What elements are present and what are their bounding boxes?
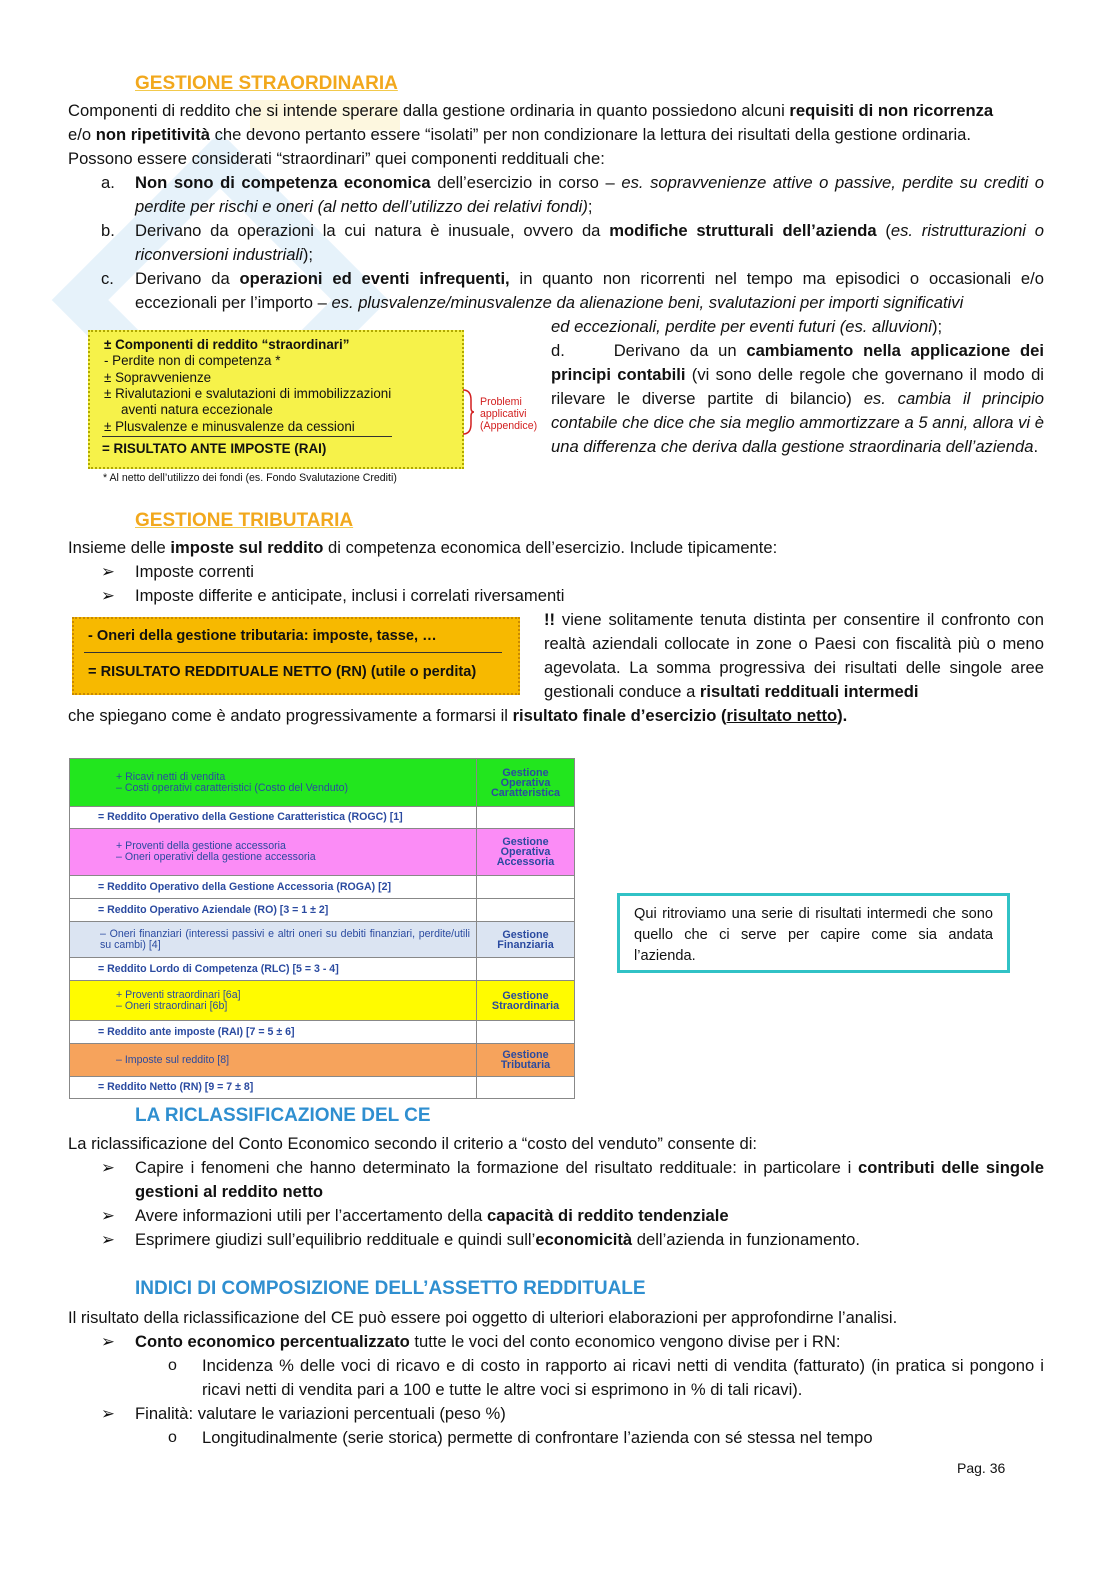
table-cell-area: Gestione Straordinaria bbox=[477, 981, 575, 1021]
table-row bbox=[70, 1021, 575, 1044]
table-row bbox=[70, 829, 575, 876]
circle-bullet-icon: o bbox=[168, 1429, 177, 1446]
side-note-problemi: Problemi applicativi (Appendice) bbox=[480, 396, 538, 432]
table-cell-area bbox=[477, 876, 575, 899]
arrow-bullet-icon: ➢ bbox=[101, 586, 115, 605]
arrow-bullet-icon: ➢ bbox=[101, 1332, 115, 1351]
arrow-bullet-icon: ➢ bbox=[101, 562, 115, 581]
arrow-bullet-icon: ➢ bbox=[101, 1230, 115, 1249]
table-cell-item: = Reddito Netto (RN) [9 = 7 ± 8] bbox=[70, 1077, 477, 1099]
table-row bbox=[70, 759, 575, 807]
tributaria-tail: che spiegano come è andato progressivamente a formarsi il risultato finale d’esercizio (risultato netto). bbox=[68, 706, 848, 725]
table-cell-area bbox=[477, 958, 575, 981]
box-line: aventi natura eccezionale bbox=[121, 402, 273, 417]
box-result: = RISULTATO REDDITUALE NETTO (RN) (utile o perdita) bbox=[88, 664, 477, 680]
section-title-riclassificazione: LA RICLASSIFICAZIONE DEL CE bbox=[135, 1105, 431, 1126]
riclass-intro: La riclassificazione del Conto Economico secondo il criterio a “costo del venduto” consente di: bbox=[68, 1134, 758, 1153]
tributaria-side-paragraph: !! viene solitamente tenuta distinta per consentire il confronto con realtà aziendali collocate in zone o Paesi con fiscalità più o meno agevolata. La somma progressiva dei risultati delle singole aree gestionali conduce a risultati reddituali intermedi bbox=[544, 610, 1044, 701]
list-marker-b: b. bbox=[101, 221, 115, 240]
list-item-b: Derivano da operazioni la cui natura è inusuale, ovvero da modifiche strutturali dell’azienda (es. ristrutturazioni o riconversioni industriali); bbox=[135, 221, 1044, 264]
page-number: Pag. 36 bbox=[957, 1460, 1006, 1476]
table-cell-item: + Proventi della gestione accessoria – Oneri operativi della gestione accessoria bbox=[70, 829, 477, 876]
straordinaria-intro-line-2: e/o non ripetitività che devono pertanto essere “isolati” per non condizionare la lettura dei risultati della gestione ordinaria. bbox=[68, 125, 972, 144]
box-line: - Perdite non di competenza * bbox=[104, 353, 281, 368]
table-cell-area bbox=[477, 807, 575, 829]
table-cell-area: Gestione Finanziaria bbox=[477, 922, 575, 958]
tributaria-bullet: Imposte correnti bbox=[135, 562, 254, 581]
box-line: ± Rivalutazioni e svalutazioni di immobilizzazioni bbox=[104, 386, 392, 401]
list-item-c-continued: ed eccezionali, perdite per eventi futuri (es. alluvioni); bbox=[551, 317, 943, 336]
box-line: ± Componenti di reddito “straordinari” bbox=[104, 337, 350, 352]
section-title-straordinaria: GESTIONE STRAORDINARIA bbox=[135, 73, 398, 94]
table-cell-item: = Reddito Operativo della Gestione Caratteristica (ROGC) [1] bbox=[70, 807, 477, 829]
list-item-c: Derivano da operazioni ed eventi infrequenti, in quanto non ricorrenti nel tempo ma episodici o occasionali e/o eccezionali per l’importo – es. plusvalenze/minusvalenze da alienazione beni, svalutazioni per importi significativi bbox=[135, 269, 1044, 312]
box-line: ± Plusvalenze e minusvalenze da cessioni bbox=[104, 419, 355, 434]
table-cell-item: = Reddito ante imposte (RAI) [7 = 5 ± 6] bbox=[70, 1021, 477, 1044]
box-line: - Oneri della gestione tributaria: imposte, tasse, … bbox=[88, 628, 437, 644]
table-cell-item: = Reddito Operativo della Gestione Accessoria (ROGA) [2] bbox=[70, 876, 477, 899]
table-row bbox=[70, 876, 575, 899]
brace-icon bbox=[461, 388, 475, 436]
tributaria-bullet: Imposte differite e anticipate, inclusi i correlati riversamenti bbox=[135, 586, 565, 605]
income-statement-table bbox=[69, 758, 575, 1099]
table-cell-area: Gestione Operativa Accessoria bbox=[477, 829, 575, 876]
table-cell-item: + Proventi straordinari [6a] – Oneri straordinari [6b] bbox=[70, 981, 477, 1021]
table-row bbox=[70, 981, 575, 1021]
table-row bbox=[70, 958, 575, 981]
box-divider bbox=[84, 652, 502, 653]
list-item-a: Non sono di competenza economica dell’esercizio in corso – es. sopravvenienze attive o passive, perdite su crediti o perdite per rischi e oneri (al netto dell’utilizzo dei relativi fondi); bbox=[135, 173, 1045, 216]
table-cell-area bbox=[477, 1021, 575, 1044]
table-cell-item: = Reddito Operativo Aziendale (RO) [3 = 1 ± 2] bbox=[70, 899, 477, 922]
arrow-bullet-icon: ➢ bbox=[101, 1404, 115, 1423]
arrow-bullet-icon: ➢ bbox=[101, 1206, 115, 1225]
indici-sub-bullet: Longitudinalmente (serie storica) permette di confrontare l’azienda con sé stessa nel tempo bbox=[202, 1428, 873, 1447]
box-divider bbox=[102, 436, 392, 437]
list-item-d: d. Derivano da un cambiamento nella applicazione dei principi contabili (vi sono delle regole che governano il modo di rilevare le diverse partite di bilancio) es. cambia il principio contabile che dice che sia meglio ammortizzare a 5 anni, allora vi è una differenza che deriva dalla gestione straordinaria dell’azienda. bbox=[551, 341, 1044, 456]
table-cell-area bbox=[477, 899, 575, 922]
tributaria-summary-box bbox=[72, 617, 520, 695]
section-title-tributaria: GESTIONE TRIBUTARIA bbox=[135, 510, 354, 531]
section-title-indici: INDICI DI COMPOSIZIONE DELL’ASSETTO REDDITUALE bbox=[135, 1278, 646, 1299]
results-note-box: Qui ritroviamo una serie di risultati intermedi che sono quello che ci serve per capire come sia andata l’azienda. bbox=[617, 893, 1010, 973]
table-cell-item: + Ricavi netti di vendita – Costi operativi caratteristici (Costo del Venduto) bbox=[70, 759, 477, 807]
box-result: = RISULTATO ANTE IMPOSTE (RAI) bbox=[102, 441, 327, 456]
indici-sub-bullet: Incidenza % delle voci di ricavo e di costo in rapporto ai ricavi netti di vendita (fatturato) (in pratica si pongono i ricavi netti di vendita pari a 100 e tutte le altre voci si esprimono in % di tali ricavi). bbox=[202, 1356, 1044, 1399]
riclass-bullet: Esprimere giudizi sull’equilibrio reddituale e quindi sull’economicità dell’azienda in funzionamento. bbox=[135, 1230, 860, 1249]
table-row bbox=[70, 807, 575, 829]
table-row bbox=[70, 922, 575, 958]
table-row bbox=[70, 1044, 575, 1077]
tributaria-intro: Insieme delle imposte sul reddito di competenza economica dell’esercizio. Include tipicamente: bbox=[68, 538, 778, 557]
table-row bbox=[70, 899, 575, 922]
table-cell-item: = Reddito Lordo di Competenza (RLC) [5 = 3 - 4] bbox=[70, 958, 477, 981]
table-cell-area bbox=[477, 1077, 575, 1099]
straordinaria-intro-line-1: Componenti di reddito che si intende sperare dalla gestione ordinaria in quanto possiedono alcuni requisiti di non ricorrenza bbox=[68, 101, 994, 120]
straordinari-summary-box bbox=[88, 330, 464, 469]
straordinaria-intro-line-3: Possono essere considerati “straordinari” quei componenti reddituali che: bbox=[68, 149, 605, 168]
table-cell-area: Gestione Operativa Caratteristica bbox=[477, 759, 575, 807]
riclass-bullet: Capire i fenomeni che hanno determinato la formazione del risultato reddituale: in particolare i contributi delle singole gestioni al reddito netto bbox=[135, 1158, 1045, 1201]
list-marker-a: a. bbox=[101, 173, 115, 192]
indici-bullet: Conto economico percentualizzato tutte le voci del conto economico vengono divise per i RN: bbox=[135, 1332, 841, 1351]
table-cell-item: – Oneri finanziari (interessi passivi e altri oneri su debiti finanziari, perdite/utili su cambi) [4] bbox=[70, 922, 477, 958]
box-footnote: * Al netto dell’utilizzo dei fondi (es. Fondo Svalutazione Crediti) bbox=[103, 472, 397, 484]
indici-intro: Il risultato della riclassificazione del CE può essere poi oggetto di ulteriori elaborazioni per approfondirne l’analisi. bbox=[68, 1308, 898, 1327]
circle-bullet-icon: o bbox=[168, 1357, 177, 1374]
arrow-bullet-icon: ➢ bbox=[101, 1158, 115, 1177]
list-marker-c: c. bbox=[101, 269, 114, 288]
riclass-bullet: Avere informazioni utili per l’accertamento della capacità di reddito tendenziale bbox=[135, 1206, 729, 1225]
table-row bbox=[70, 1077, 575, 1099]
table-cell-area: Gestione Tributaria bbox=[477, 1044, 575, 1077]
indici-bullet: Finalità: valutare le variazioni percentuali (peso %) bbox=[135, 1404, 506, 1423]
table-cell-item: – Imposte sul reddito [8] bbox=[70, 1044, 477, 1077]
box-line: ± Sopravvenienze bbox=[104, 370, 212, 385]
